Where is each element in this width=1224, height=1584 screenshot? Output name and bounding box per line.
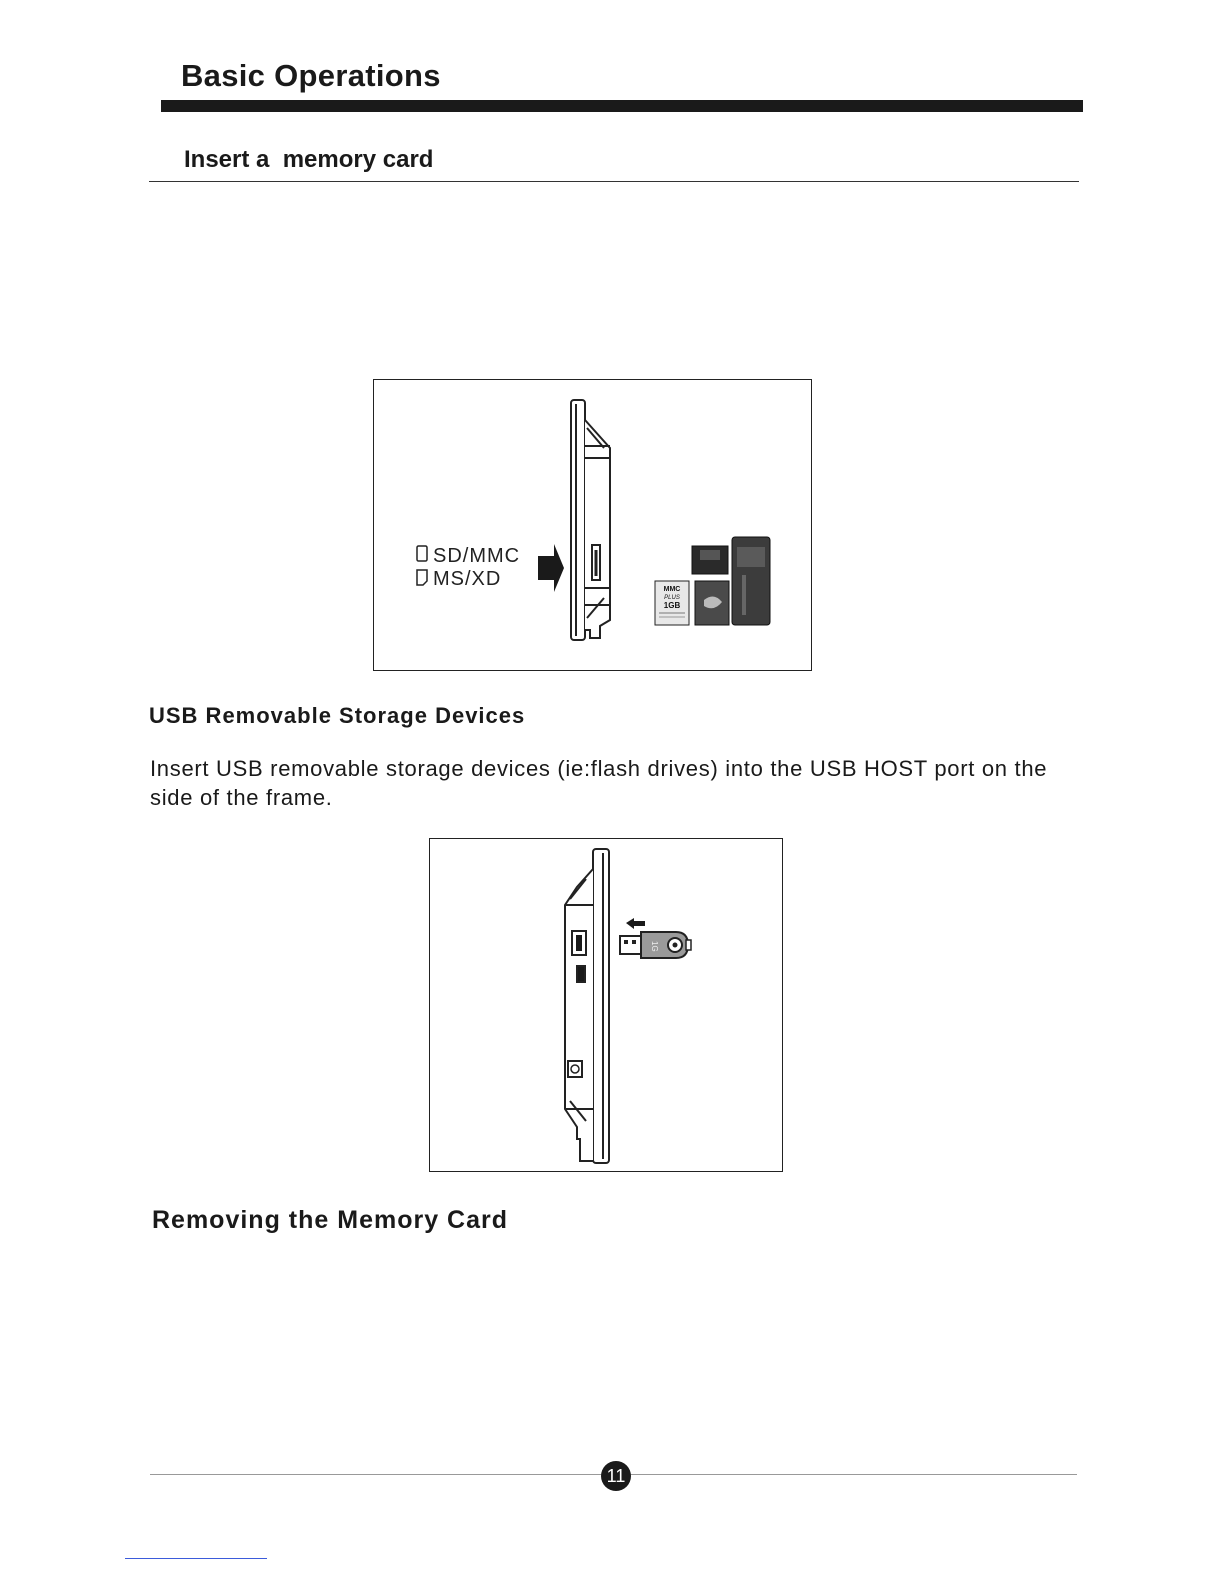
- photo-frame-side-view: [565, 849, 609, 1163]
- slot-label-sd-mmc-text: SD/MMC: [433, 545, 521, 567]
- slot-label-ms-xd-text: MS/XD: [433, 568, 502, 590]
- page-number: 11: [601, 1461, 631, 1491]
- usb-instructions-text: Insert USB removable storage devices (ie:flash drives) into the USB HOST port on the side of the frame.: [150, 756, 1048, 810]
- usb-arrow-icon: [626, 918, 645, 929]
- section-heading-usb: USB Removable Storage Devices: [149, 703, 526, 728]
- bottom-link-underline: [125, 1558, 267, 1559]
- title-divider: [161, 100, 1083, 112]
- slot-label-sd-mmc: [417, 545, 520, 567]
- usb-flash-drive: [620, 932, 691, 958]
- photo-frame-side-view: [571, 400, 610, 640]
- section-heading-insert-card: Insert a memory card: [184, 146, 434, 173]
- slot-label-ms-xd: [417, 568, 501, 590]
- card-slot: [577, 966, 585, 982]
- memory-card-group: [655, 537, 770, 625]
- card-label-plus: PLUS: [664, 595, 680, 601]
- page-title: Basic Operations: [181, 58, 441, 93]
- usb-capacity-label: 1G: [650, 941, 659, 952]
- card-label-capacity: 1GB: [663, 601, 681, 610]
- figure-memory-card-insertion: [373, 379, 812, 671]
- card-label-mmc: MMC: [663, 586, 681, 593]
- memory-card-diagram: [374, 380, 811, 670]
- usb-diagram: [430, 839, 782, 1171]
- section-heading-removing-card: Removing the Memory Card: [152, 1206, 509, 1234]
- section-divider: [149, 181, 1079, 182]
- figure-usb-insertion: [429, 838, 783, 1172]
- insert-arrow-icon: [538, 544, 564, 592]
